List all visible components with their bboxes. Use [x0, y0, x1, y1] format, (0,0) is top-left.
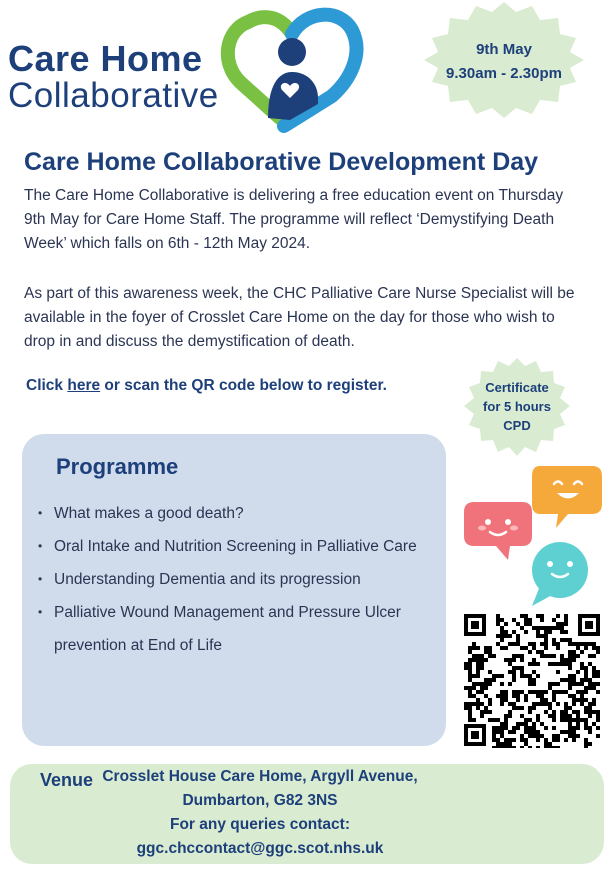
certificate-line-2: for 5 hours: [483, 399, 551, 414]
page-title: Care Home Collaborative Development Day: [24, 148, 539, 176]
logo-line-1: Care Home: [8, 38, 203, 79]
register-instruction: [26, 377, 387, 395]
venue-contact-label: For any queries contact:: [169, 816, 350, 833]
programme-item: • Oral Intake and Nutrition Screening in Palliative Care: [38, 530, 438, 563]
venue-contact-email[interactable]: ggc.chccontact@ggc.scot.nhs.uk: [136, 840, 384, 857]
heart-logo-icon: [218, 0, 368, 135]
logo-text: [8, 40, 219, 114]
venue-details: [102, 765, 418, 861]
certificate-line-3: CPD: [503, 418, 531, 433]
venue-address-line-2: Dumbarton, G82 3NS: [182, 792, 338, 809]
programme-item: • Understanding Dementia and its progression: [38, 563, 438, 596]
certificate-badge-text: [466, 378, 568, 435]
programme-title: Programme: [56, 454, 179, 479]
programme-list: [38, 497, 438, 662]
date-badge-text: [420, 38, 588, 86]
register-suffix: or scan the QR code below to register.: [100, 377, 387, 394]
programme-item: • Palliative Wound Management and Pressure Ulcer prevention at End of Life: [38, 596, 438, 662]
awareness-paragraph: As part of this awareness week, the CHC Palliative Care Nurse Specialist will be available in the foyer of Crosslet Care Home on the day for those who wish to drop in and discuss the demystification of death.: [24, 285, 575, 350]
register-prefix: Click: [26, 377, 68, 394]
register-link[interactable]: here: [67, 377, 101, 394]
venue-label: Venue: [40, 770, 94, 790]
date-badge-time: 9.30am - 2.30pm: [446, 65, 562, 82]
venue-address-line-1: Crosslet House Care Home, Argyll Avenue,: [102, 768, 418, 785]
date-badge-date: 9th May: [476, 41, 532, 58]
programme-box: [22, 434, 446, 746]
speech-bubbles-icon: [460, 460, 610, 610]
venue-box: [10, 764, 604, 864]
qr-code-icon[interactable]: [462, 612, 602, 748]
programme-item: • What makes a good death?: [38, 497, 438, 530]
intro-paragraph: The Care Home Collaborative is delivering a free education event on Thursday 9th May for Care Home Staff. The programme will reflect ‘Demystifying Death Week’ which falls on 6th - 12th May 2024.: [24, 187, 564, 252]
certificate-line-1: Certificate: [485, 380, 549, 395]
logo-line-2: Collaborative: [8, 76, 219, 115]
